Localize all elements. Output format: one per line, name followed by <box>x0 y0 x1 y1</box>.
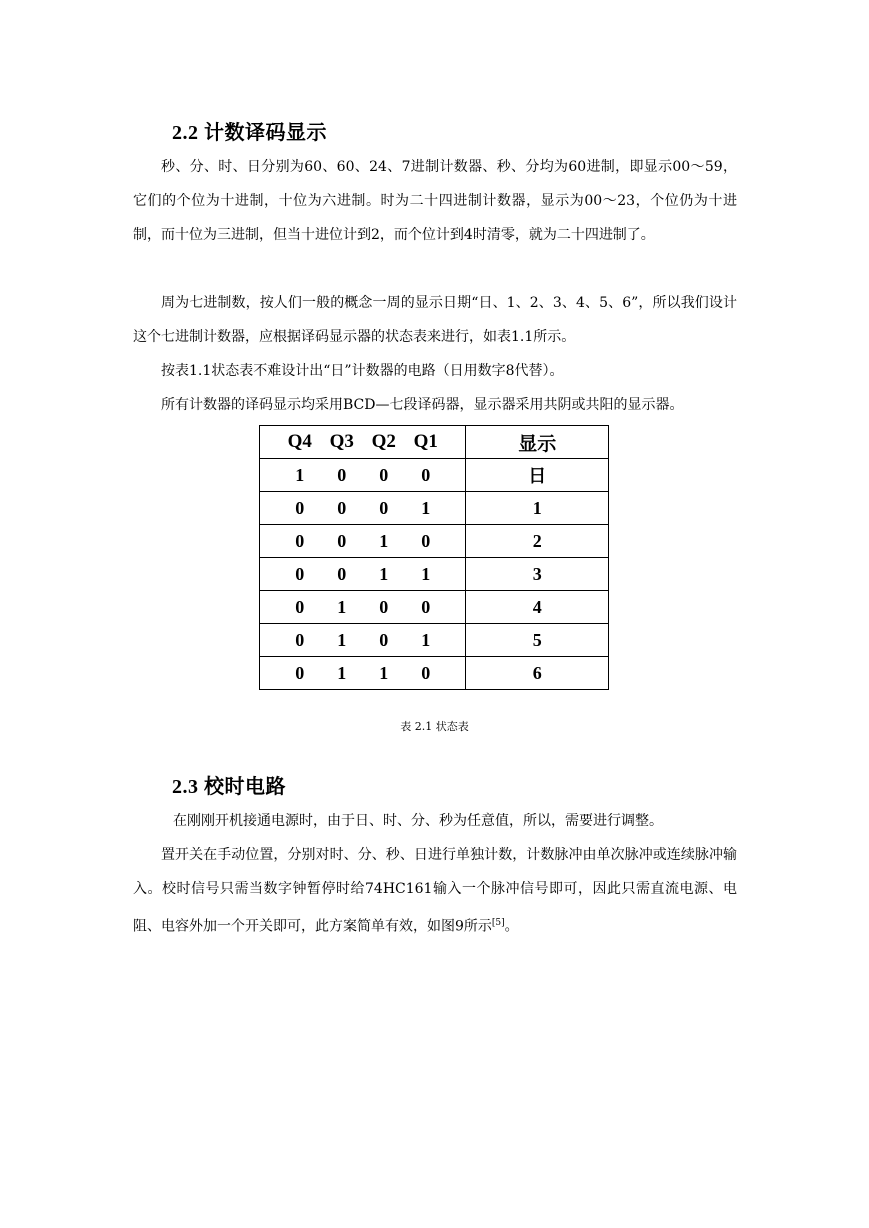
q2-header: Q2 <box>371 431 396 452</box>
q2-value: 1 <box>379 563 389 584</box>
q-bits-cell <box>260 525 466 558</box>
q4-value: 0 <box>295 662 305 683</box>
q3-value: 1 <box>337 629 347 650</box>
q-bits-header <box>260 426 466 459</box>
q2-value: 0 <box>379 629 389 650</box>
q1-value: 0 <box>421 596 431 617</box>
q2-value: 0 <box>379 464 389 485</box>
table-caption: 表 2.1 状态表 <box>400 720 469 733</box>
q1-value: 1 <box>421 629 431 650</box>
q4-value: 0 <box>295 629 305 650</box>
manual-switch-end: 。 <box>504 918 519 935</box>
paragraph-week-counter: 周为七进制数，按人们一般的概念一周的显示日期“日、1、2、3、4、5、6”，所以我们设计这个七进制计数器，应根据译码显示器的状态表来进行，如表1.1所示。 <box>133 295 737 345</box>
state-table-row <box>260 459 609 492</box>
state-table-header-row <box>260 426 609 459</box>
state-table-row <box>260 525 609 558</box>
q1-header: Q1 <box>413 431 438 452</box>
q-bits-cell <box>260 657 466 690</box>
state-table-row <box>260 624 609 657</box>
q1-value: 1 <box>421 563 431 584</box>
paragraph-manual-switch <box>133 838 737 944</box>
display-value: 6 <box>466 657 609 690</box>
q4-header: Q4 <box>287 431 312 452</box>
q3-value: 1 <box>337 662 347 683</box>
display-value: 1 <box>466 492 609 525</box>
state-table-row <box>260 591 609 624</box>
q4-value: 1 <box>295 464 305 485</box>
q1-value: 0 <box>421 662 431 683</box>
q2-value: 1 <box>379 530 389 551</box>
state-table-row <box>260 558 609 591</box>
q3-value: 0 <box>337 497 347 518</box>
manual-switch-text: 置开关在手动位置，分别对时、分、秒、日进行单独计数，计数脉冲由单次脉冲或连续脉冲输入。校时信号只需当数字钟暂停时给74HC161输入一个脉冲信号即可，因此只需直流电源、电阻、电容外加一个开关即可，此方案简单有效，如图9所示 <box>133 847 737 935</box>
q-bits-cell <box>260 492 466 525</box>
q4-value: 0 <box>295 596 305 617</box>
q3-value: 1 <box>337 596 347 617</box>
display-value: 4 <box>466 591 609 624</box>
q3-value: 0 <box>337 563 347 584</box>
q4-value: 0 <box>295 530 305 551</box>
q3-value: 0 <box>337 464 347 485</box>
q-bits-cell <box>260 459 466 492</box>
display-value: 3 <box>466 558 609 591</box>
q3-value: 0 <box>337 530 347 551</box>
q4-value: 0 <box>295 563 305 584</box>
section-heading-2-2: 2.2 计数译码显示 <box>172 122 327 144</box>
paragraph-counter-bases: 秒、分、时、日分别为60、60、24、7进制计数器、秒、分均为60进制，即显示00～59，它们的个位为十进制，十位为六进制。时为二十四进制计数器，显示为00～23，个位仍为十进制，而十位为三进制，但当十进位计到2，而个位计到4时清零，就为二十四进制了。 <box>133 159 737 243</box>
state-table-row <box>260 492 609 525</box>
q4-value: 0 <box>295 497 305 518</box>
paragraph-day-counter-design: 按表1.1状态表不难设计出“日”计数器的电路（日用数字8代替）。 <box>161 363 564 379</box>
q3-header: Q3 <box>329 431 354 452</box>
q-bits-cell <box>260 624 466 657</box>
q1-value: 1 <box>421 497 431 518</box>
display-value: 5 <box>466 624 609 657</box>
q2-value: 0 <box>379 497 389 518</box>
display-value: 2 <box>466 525 609 558</box>
q1-value: 0 <box>421 530 431 551</box>
state-table <box>259 425 609 690</box>
q2-value: 0 <box>379 596 389 617</box>
section-heading-2-3: 2.3 校时电路 <box>172 776 286 798</box>
state-table-row <box>260 657 609 690</box>
q2-value: 1 <box>379 662 389 683</box>
display-header: 显示 <box>466 426 609 459</box>
paragraph-decoder-display: 所有计数器的译码显示均采用BCD—七段译码器，显示器采用共阴或共阳的显示器。 <box>161 397 684 413</box>
q1-value: 0 <box>421 464 431 485</box>
q-bits-cell <box>260 558 466 591</box>
display-value: 日 <box>466 459 609 492</box>
paragraph-power-on-adjust: 在刚刚开机接通电源时，由于日、时、分、秒为任意值，所以，需要进行调整。 <box>173 813 663 829</box>
reference-marker: [5] <box>491 918 505 928</box>
q-bits-cell <box>260 591 466 624</box>
